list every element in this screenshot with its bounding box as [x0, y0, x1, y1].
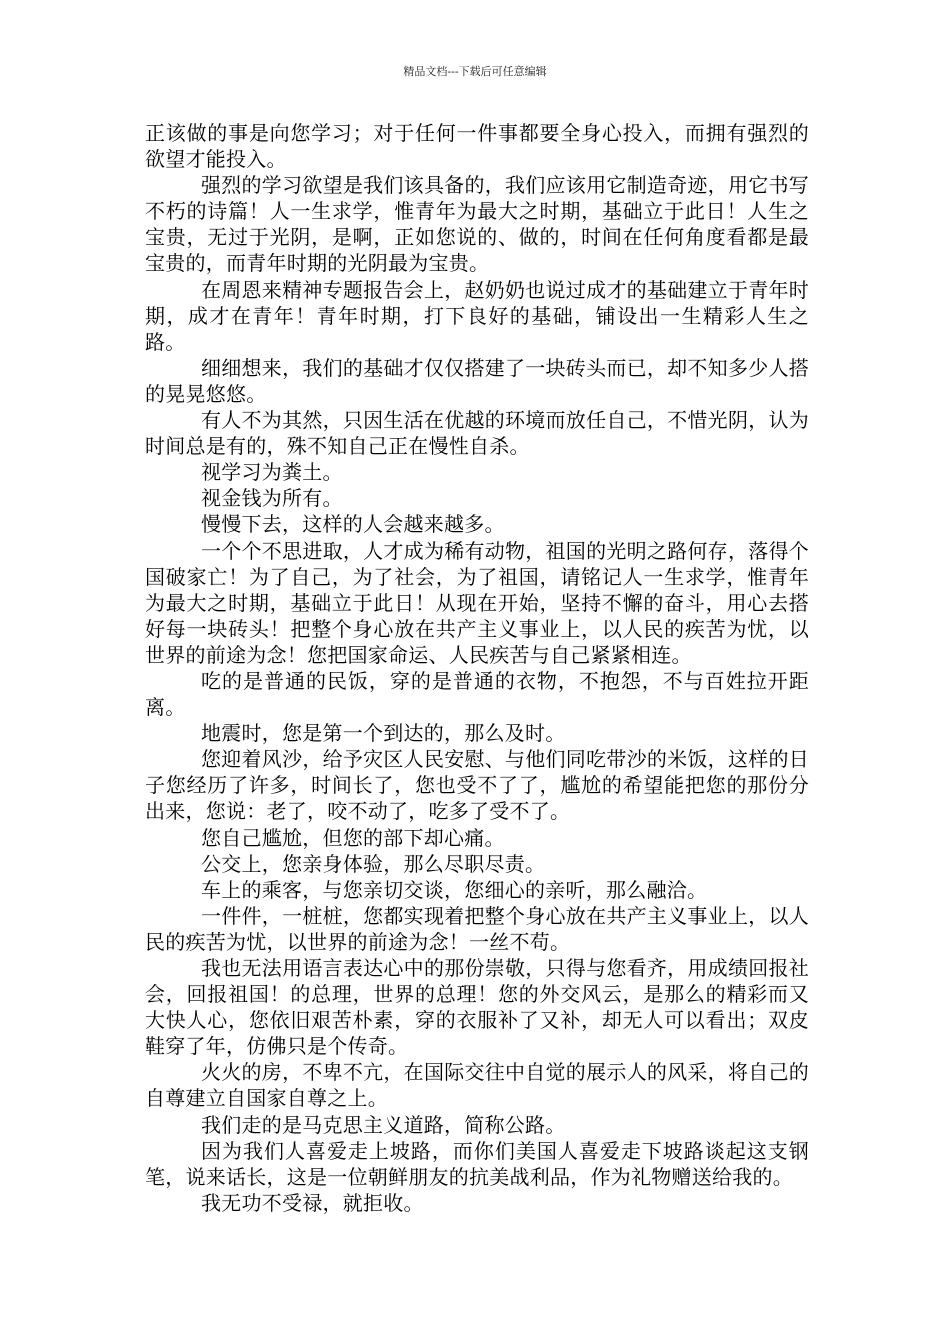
paragraph: 慢慢下去，这样的人会越来越多。 [201, 512, 505, 537]
paragraph: 吃的是普通的民饭，穿的是普通的衣物，不抱怨，不与百姓拉开距离。 [145, 668, 809, 720]
paragraph: 视金钱为所有。 [201, 486, 343, 511]
paragraph: 细细想来，我们的基础才仅仅搭建了一块砖头而已，却不知多少人搭的晃晃悠悠。 [145, 355, 809, 406]
paragraph: 强烈的学习欲望是我们该具备的，我们应该用它制造奇迹，用它书写不朽的诗篇！人一生求学，惟青年为最大之时期，基础立于此日！人生之宝贵，无过于光阴，是啊，正如您说的、做的，时间在任何角度看都是最宝贵的，而青年时期的光阴最为宝贵。 [145, 173, 809, 276]
paragraph: 一件件，一桩桩，您都实现着把整个身心放在共产主义事业上，以人民的疾苦为忧，以世界的前途为念！一丝不苟。 [145, 903, 809, 954]
paragraph: 公交上，您亲身体验，那么尽职尽责。 [201, 851, 546, 876]
paragraph: 正该做的事是向您学习；对于任何一件事都要全身心投入，而拥有强烈的欲望才能投入。 [145, 121, 809, 172]
paragraph: 因为我们人喜爱走上坡路，而你们美国人喜爱走下坡路谈起这支钢笔，说来话长，这是一位朝鲜朋友的抗美战利品，作为礼物赠送给我的。 [145, 1138, 809, 1189]
document-body [145, 120, 809, 1216]
paragraph: 在周恩来精神专题报告会上，赵奶奶也说过成才的基础建立于青年时期，成才在青年！青年时期，打下良好的基础，铺设出一生精彩人生之路。 [145, 277, 809, 354]
paragraph: 我也无法用语言表达心中的那份崇敬，只得与您看齐，用成绩回报社会，回报祖国！的总理，世界的总理！您的外交风云，是那么的精彩而又大快人心，您依旧艰苦朴素，穿的衣服补了又补，却无人可以看出；双皮鞋穿了年，仿佛只是个传奇。 [145, 956, 809, 1059]
page-header: 精品文档---下载后可任意编辑 [403, 65, 547, 78]
paragraph: 地震时，您是第一个到达的，那么及时。 [201, 721, 566, 746]
paragraph: 有人不为其然，只因生活在优越的环境而放任自己，不惜光阴，认为时间总是有的，殊不知自己正在慢性自杀。 [145, 408, 809, 459]
paragraph: 车上的乘客，与您亲切交谈，您细心的亲听，那么融洽。 [201, 877, 708, 902]
paragraph: 一个个不思进取，人才成为稀有动物，祖国的光明之路何存，落得个国破家亡！为了自己，为了社会，为了祖国，请铭记人一生求学，惟青年为最大之时期，基础立于此日！从现在开始，坚持不懈的奋斗，用心去搭好每一块砖头！把整个身心放在共产主义事业上，以人民的疾苦为忧，以世界的前途为念！您把国家命运、人民疾苦与自己紧紧相连。 [145, 538, 809, 667]
paragraph: 您自己尴尬，但您的部下却心痛。 [201, 825, 505, 850]
paragraph: 您迎着风沙，给予灾区人民安慰、与他们同吃带沙的米饭，这样的日子您经历了许多，时间长了，您也受不了了，尴尬的希望能把您的那份分出来，您说：老了，咬不动了，吃多了受不了。 [145, 747, 809, 824]
paragraph: 我们走的是马克思主义道路，简称公路。 [201, 1112, 566, 1137]
paragraph: 火火的房，不卑不亢，在国际交往中自觉的展示人的风采，将自己的自尊建立自国家自尊之上。 [145, 1060, 809, 1111]
paragraph: 视学习为粪土。 [201, 460, 343, 485]
paragraph: 我无功不受禄，就拒收。 [201, 1190, 424, 1215]
